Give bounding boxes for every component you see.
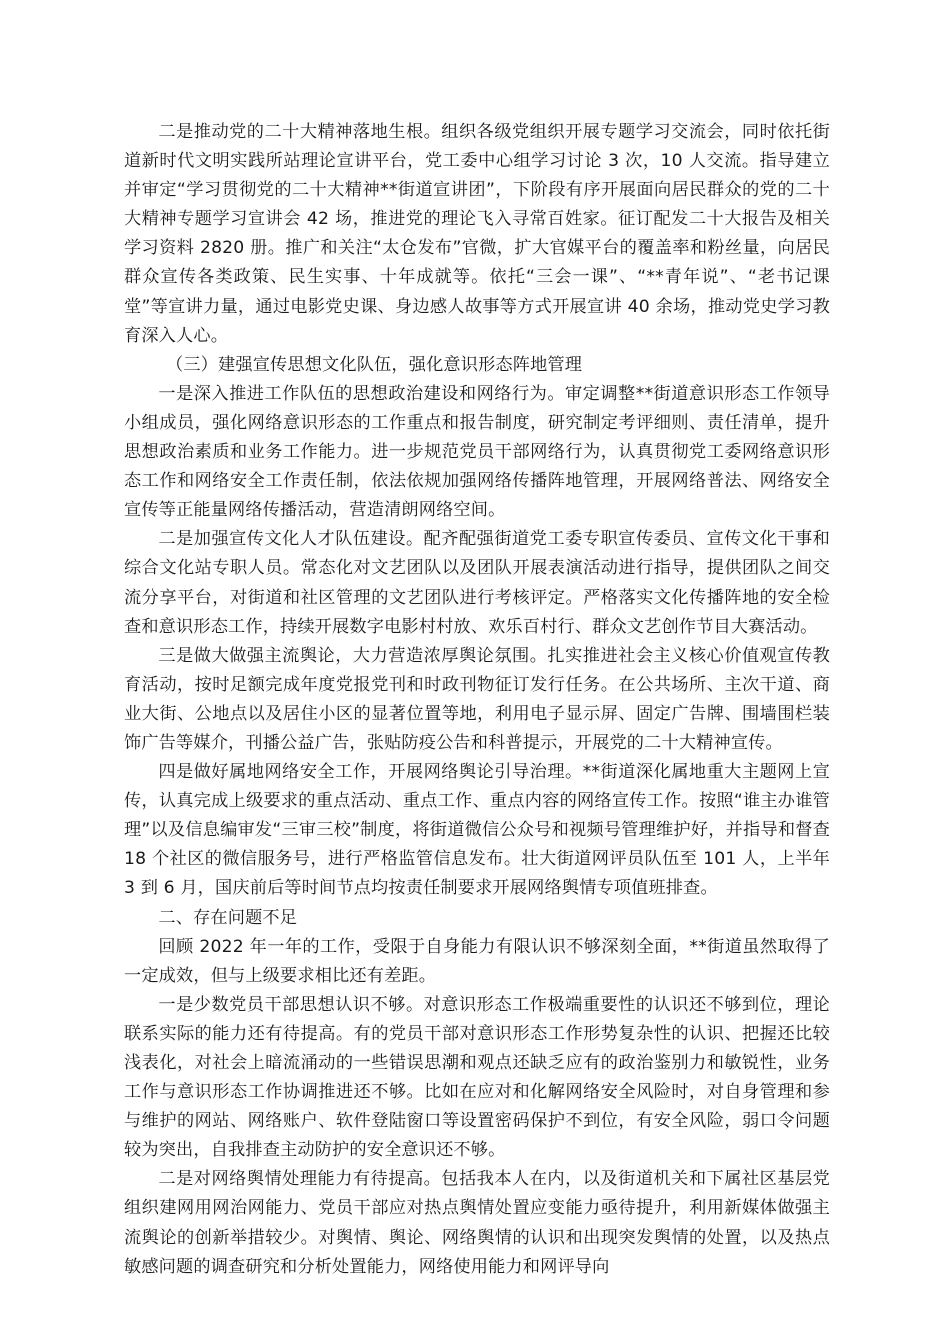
section-heading-problems: 二、存在问题不足 [158,907,298,928]
paragraph-network-security: 四是做好属地网络安全工作，开展网络舆论引导治理。**街道深化属地重大主题网上宣传，认真完成上级要求的重点活动、重点工作、重点内容的网络宣传工作。按照“谁主办谁管理”以及信息编审发“三审三校”制度，将街道微信公众号和视频号管理维护好，并指导和督查 18 个社区的微信服务号，进行严格监管信息发布。壮大街道网评员队伍至 101 人，上半年 3 到 6 月，国庆前后等时间节点均按责任制要求开展网络舆情专项值班排查。 [124,762,830,899]
paragraph-ideological-awareness: 一是少数党员干部思想认识不够。对意识形态工作极端重要性的认识还不够到位，理论联系实际的能力还有待提高。有的党员干部对意识形态工作形势复杂性的认识、把握还比较浅表化，对社会上暗流涌动的一些错误思潮和观点还缺乏应有的政治鉴别力和敏锐性，业务工作与意识形态工作协调推进还不够。比如在应对和化解网络安全风险时，对自身管理和参与维护的网站、网络账户、软件登陆窗口等设置密码保护不到位，有安全风险，弱口令问题较为突出，自我排查主动防护的安全意识还不够。 [124,994,830,1161]
paragraph-political-network-conduct: 一是深入推进工作队伍的思想政治建设和网络行为。审定调整**街道意识形态工作领导小组成员，强化网络意识形态的工作重点和报告制度，研究制定考评细则、责任清单，提升思想政治素质和业务工作能力。进一步规范党员干部网络行为，认真贯彻党工委网络意识形态工作和网络安全工作责任制，依法依规加强网络传播阵地管理，开展网络普法、网络安全宣传等正能量网络传播活动，营造清朗网络空间。 [124,383,830,521]
document-body [124,118,830,1282]
paragraph-review-2022: 回顾 2022 年一年的工作，受限于自身能力有限认识不够深刻全面，**街道虽然取得了一定成效，但与上级要求相比还有差距。 [124,936,830,986]
paragraph-mainstream-opinion: 三是做大做强主流舆论，大力营造浓厚舆论氛围。扎实推进社会主义核心价值观宣传教育活动，按时足额完成年度党报党刊和时政刊物征订发行任务。在公共场所、主次干道、商业大街、公地点以及居住小区的显著位置等地，利用电子显示屏、固定广告牌、围墙围栏装饰广告等媒介，刊播公益广告，张贴防疫公告和科普提示，开展党的二十大精神宣传。 [124,645,830,753]
paragraph-public-opinion-handling: 二是对网络舆情处理能力有待提高。包括我本人在内，以及街道机关和下属社区基层党组织建网用网治网能力、党员干部应对热点舆情处置应变能力亟待提升，利用新媒体做强主流舆论的创新举措较少。对舆情、舆论、网络舆情的认识和出现突发舆情的处置，以及热点敏感问题的调查研究和分析处置能力，网络使用能力和网评导向 [124,1169,830,1277]
paragraph-promote-congress-spirit: 二是推动党的二十大精神落地生根。组织各级党组织开展专题学习交流会，同时依托街道新时代文明实践所站理论宣讲平台，党工委中心组学习讨论 3 次，10 人交流。指导建立并审定“学习贯彻党的二十大精神**街道宣讲团”，下阶段有序开展面向居民群众的党的二十大精神专题学习宣讲会 42 场，推进党的理论飞入寻常百姓家。征订配发二十大报告及相关学习资料 2820 册。推广和关注“太仓发布”官微，扩大官媒平台的覆盖率和粉丝量，向居民群众宣传各类政策、民生实事、十年成就等。依托“三会一课”、“**青年说”、“老书记课堂”等宣讲力量，通过电影党史课、身边感人故事等方式开展宣讲 40 余场，推动党史学习教育深入人心。 [124,122,830,346]
paragraph-culture-talent: 二是加强宣传文化人才队伍建设。配齐配强街道党工委专职宣传委员、宣传文化干事和综合文化站专职人员。常态化对文艺团队以及团队开展表演活动进行指导，提供团队之间交流分享平台，对街道和社区管理的文艺团队进行考核评定。严格落实文化传播阵地的安全检查和意识形态工作，持续开展数字电影村村放、欢乐百村行、群众文艺创作节目大赛活动。 [124,529,830,637]
section-heading-team-building: （三）建强宣传思想文化队伍，强化意识形态阵地管理 [166,354,583,375]
